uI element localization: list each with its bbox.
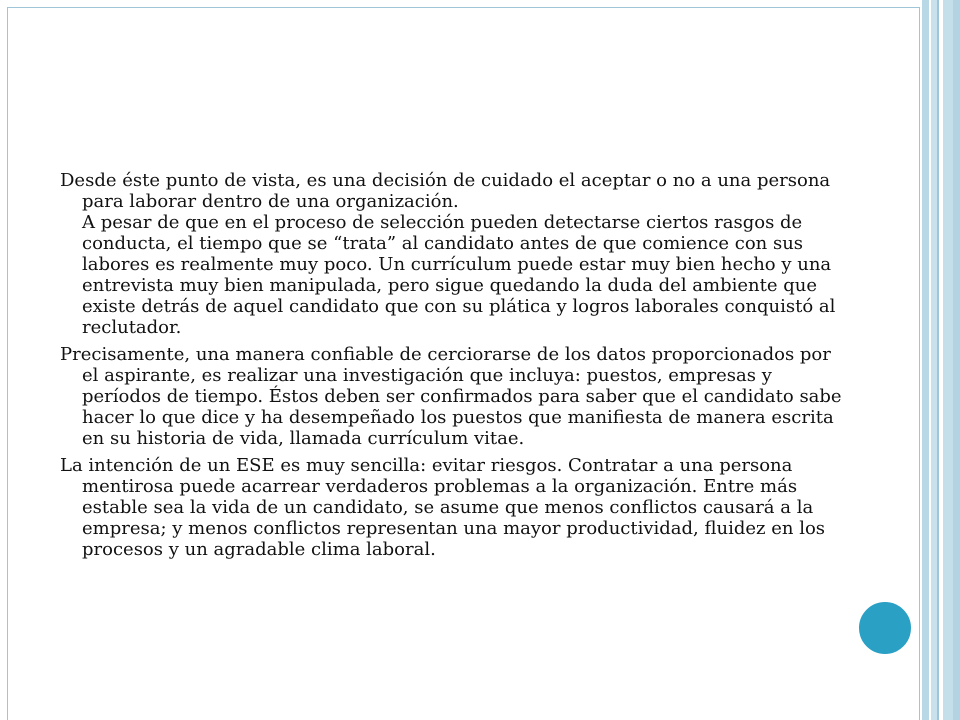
stripe	[953, 0, 960, 720]
paragraph-1-lead: Desde éste punto de vista, es una decisión de cuidado el aceptar o no a una persona para laborar dentro de una organización.	[60, 170, 831, 212]
paragraph-3-text: La intención de un ESE es muy sencilla: evitar riesgos. Contratar a una persona mentirosa puede acarrear verdaderos problemas a la organización. Entre más estable sea la vida de un candidato, se asume que menos conflictos causará a la empresa; y menos conflictos representan una mayor productividad, fluidez en los procesos y un agradable clima laboral.	[60, 455, 826, 560]
decorative-circle	[856, 599, 914, 657]
stripe	[943, 0, 953, 720]
paragraph-2-text: Precisamente, una manera confiable de cerciorarse de los datos proporcionados por el aspirante, es realizar una investigación que incluya: puestos, empresas y períodos de tiempo. Éstos deben ser confirmados para saber que el candidato sabe hacer lo que dice y ha desempeñado los puestos que manifiesta de manera escrita en su historia de vida, llamada currículum vitae.	[60, 344, 842, 449]
paragraph-3	[60, 455, 850, 560]
decorative-stripes	[922, 0, 960, 720]
paragraph-1	[60, 170, 850, 338]
paragraph-2	[60, 344, 850, 449]
stripe	[922, 0, 929, 720]
slide-body	[60, 170, 850, 566]
paragraph-1-continuation: A pesar de que en el proceso de selección pueden detectarse ciertos rasgos de conducta, el tiempo que se “trata” al candidato antes de que comience con sus labores es realmente muy poco. Un currículum puede estar muy bien hecho y una entrevista muy bien manipulada, pero sigue quedando la duda del ambiente que existe detrás de aquel candidato que con su plática y logros laborales conquistó al reclutador.	[82, 212, 836, 338]
